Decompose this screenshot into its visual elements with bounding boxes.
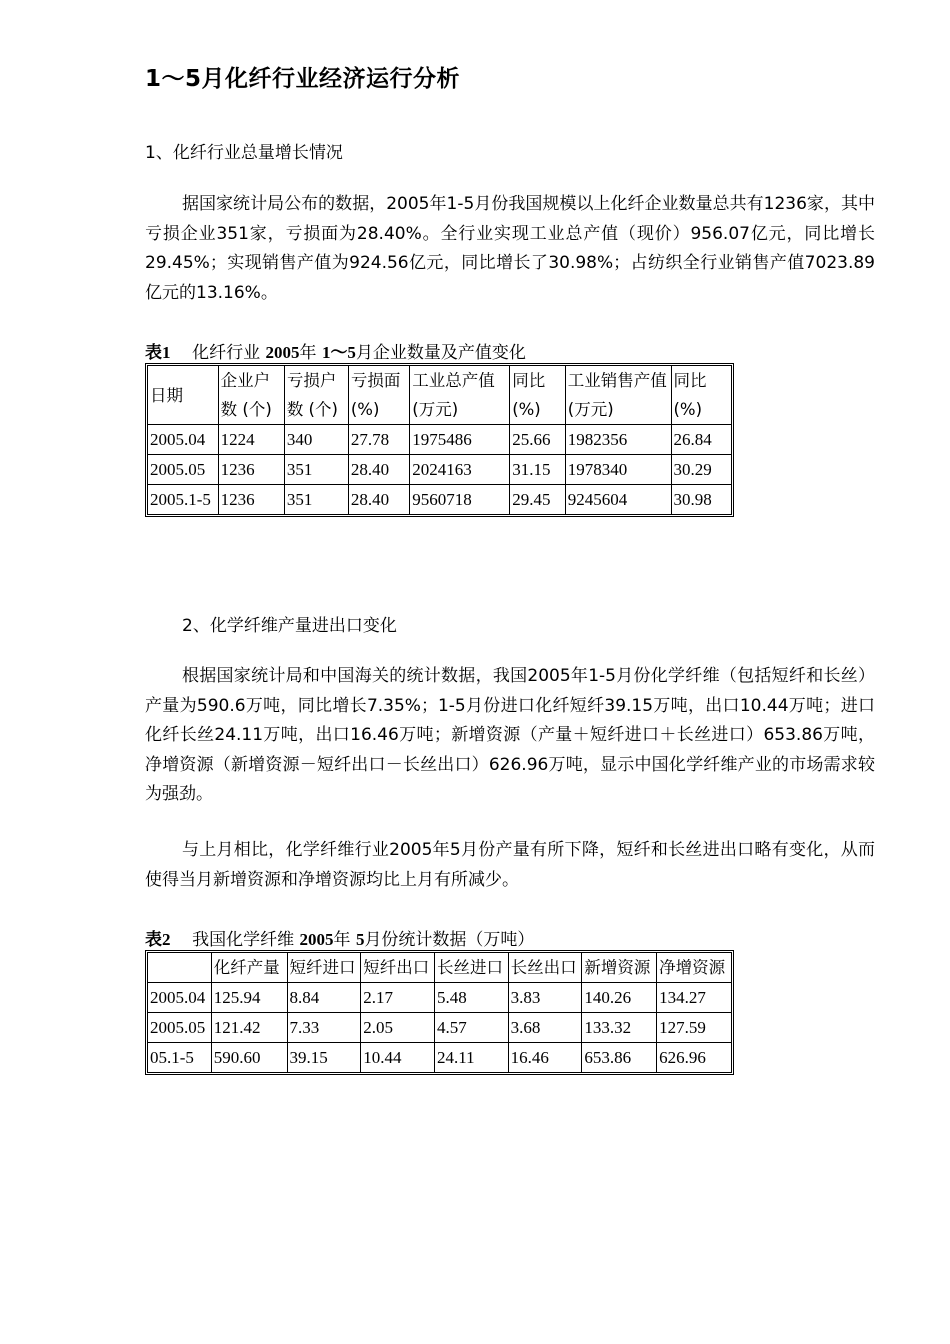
page-title: 1～5月化纤行业经济运行分析: [145, 66, 461, 92]
table-header-cell: 净增资源: [657, 953, 731, 983]
table-cell: 39.15: [288, 1043, 362, 1072]
table-cell: 2005.05: [148, 1013, 212, 1043]
section-heading-2: 2、化学纤维产量进出口变化: [182, 616, 397, 636]
table-header-cell: 短纤进口: [288, 953, 362, 983]
table-cell: 27.78: [349, 425, 410, 455]
table-cell: 8.84: [288, 983, 362, 1013]
table-cell: 590.60: [212, 1043, 288, 1072]
table-cell: 351: [285, 485, 349, 514]
table-cell: 5.48: [435, 983, 509, 1013]
table-cell: 133.32: [582, 1013, 657, 1043]
table-cell: 626.96: [657, 1043, 731, 1072]
table-cell: 3.83: [509, 983, 583, 1013]
table-fiber-statistics: [145, 950, 734, 1075]
table-header-cell: 化纤产量: [212, 953, 288, 983]
table-cell: 2005.1-5: [148, 485, 219, 514]
table-header-cell: 长丝进口: [435, 953, 509, 983]
table-cell: 125.94: [212, 983, 288, 1013]
section-heading-1: 1、化纤行业总量增长情况: [145, 143, 343, 163]
table1-caption-year: 2005: [265, 343, 300, 362]
table-cell: 10.44: [361, 1043, 435, 1072]
table-header-cell: 企业户数 (个): [219, 366, 285, 425]
table-cell: 2024163: [410, 455, 510, 485]
table-header-cell: 工业总产值 (万元): [410, 366, 510, 425]
table1-caption: [145, 338, 526, 363]
table-cell: 1975486: [410, 425, 510, 455]
table-cell: 28.40: [349, 485, 410, 514]
table-cell: 340: [285, 425, 349, 455]
table-cell: 140.26: [582, 983, 657, 1013]
table1-caption-range: 1～5: [321, 343, 356, 362]
table-cell: 1236: [219, 485, 285, 514]
table-row: [148, 455, 731, 485]
table-cell: 9245604: [566, 485, 672, 514]
table-header-cell: 亏损面 (%): [349, 366, 410, 425]
table-cell: 16.46: [509, 1043, 583, 1072]
table-cell: 29.45: [510, 485, 566, 514]
table-header-cell: 同比 (%): [510, 366, 566, 425]
table-cell: 653.86: [582, 1043, 657, 1072]
table-cell: 1978340: [566, 455, 672, 485]
table2-caption-end: 月份统计数据（万吨）: [364, 930, 535, 950]
table-cell: 1236: [219, 455, 285, 485]
table-header-cell: 亏损户数 (个): [285, 366, 349, 425]
table-cell: 121.42: [212, 1013, 288, 1043]
table-cell: 4.57: [435, 1013, 509, 1043]
table1-caption-mid: 年: [299, 343, 317, 363]
table-header-row: [148, 366, 731, 425]
table-header-cell: 日期: [148, 366, 219, 425]
table-cell: 2005.04: [148, 425, 219, 455]
table-cell: 127.59: [657, 1013, 731, 1043]
table2-caption-label: 表2: [145, 930, 171, 949]
table-cell: 2005.04: [148, 983, 212, 1013]
table2-caption-month: 5: [355, 930, 365, 949]
table-cell: 1982356: [566, 425, 672, 455]
table-cell: 24.11: [435, 1043, 509, 1072]
table-cell: 30.98: [672, 485, 732, 514]
table-row: [148, 1013, 731, 1043]
table-cell: 26.84: [672, 425, 732, 455]
table-cell: 25.66: [510, 425, 566, 455]
table1-caption-end: 月企业数量及产值变化: [355, 343, 526, 363]
table-cell: 28.40: [349, 455, 410, 485]
table-header-cell: 新增资源: [582, 953, 657, 983]
table-cell: 2005.05: [148, 455, 219, 485]
table-enterprise-output: [145, 363, 734, 517]
table-cell: 134.27: [657, 983, 731, 1013]
table-cell: 9560718: [410, 485, 510, 514]
table-cell: 31.15: [510, 455, 566, 485]
table1-caption-label: 表1: [145, 343, 171, 362]
table-cell: 05.1-5: [148, 1043, 212, 1072]
table2-caption-mid: 年: [333, 930, 351, 950]
table-cell: 1224: [219, 425, 285, 455]
table2-caption-year: 2005: [299, 930, 334, 949]
table1-caption-text: 化纤行业: [192, 343, 261, 363]
paragraph-3: 与上月相比，化学纤维行业2005年5月份产量有所下降，短纤和长丝进出口略有变化，从而使得当月新增资源和净增资源均比上月有所减少。: [145, 840, 875, 890]
table-row: [148, 983, 731, 1013]
table-row: [148, 485, 731, 514]
table-header-cell: [148, 953, 212, 983]
table2-caption: [145, 925, 534, 950]
table-row: [148, 1043, 731, 1072]
table-header-cell: 工业销售产值 (万元): [566, 366, 672, 425]
table2-caption-text: 我国化学纤维: [192, 930, 295, 950]
table-cell: 7.33: [288, 1013, 362, 1043]
paragraph-1: 据国家统计局公布的数据，2005年1-5月份我国规模以上化纤企业数量总共有1236家，其中亏损企业351家，亏损面为28.40%。全行业实现工业总产值（现价）956.07亿元，同比增长29.45%；实现销售产值为924.56亿元，同比增长了30.98%；占纺织全行业销售产值7023.89亿元的13.16%。: [145, 194, 875, 303]
table-header-cell: 同比 (%): [672, 366, 732, 425]
table-header-cell: 长丝出口: [509, 953, 583, 983]
table-cell: 3.68: [509, 1013, 583, 1043]
table-header-cell: 短纤出口: [361, 953, 435, 983]
table-header-row: [148, 953, 731, 983]
paragraph-2: 根据国家统计局和中国海关的统计数据，我国2005年1-5月份化学纤维（包括短纤和长丝）产量为590.6万吨，同比增长7.35%；1-5月份进口化纤短纤39.15万吨，出口10.44万吨；进口化纤长丝24.11万吨，出口16.46万吨；新增资源（产量＋短纤进口＋长丝进口）653.86万吨，净增资源（新增资源－短纤出口－长丝出口）626.96万吨，显示中国化学纤维产业的市场需求较为强劲。: [145, 666, 875, 804]
table-cell: 30.29: [672, 455, 732, 485]
table-cell: 2.05: [361, 1013, 435, 1043]
table-cell: 351: [285, 455, 349, 485]
table-row: [148, 425, 731, 455]
table-cell: 2.17: [361, 983, 435, 1013]
